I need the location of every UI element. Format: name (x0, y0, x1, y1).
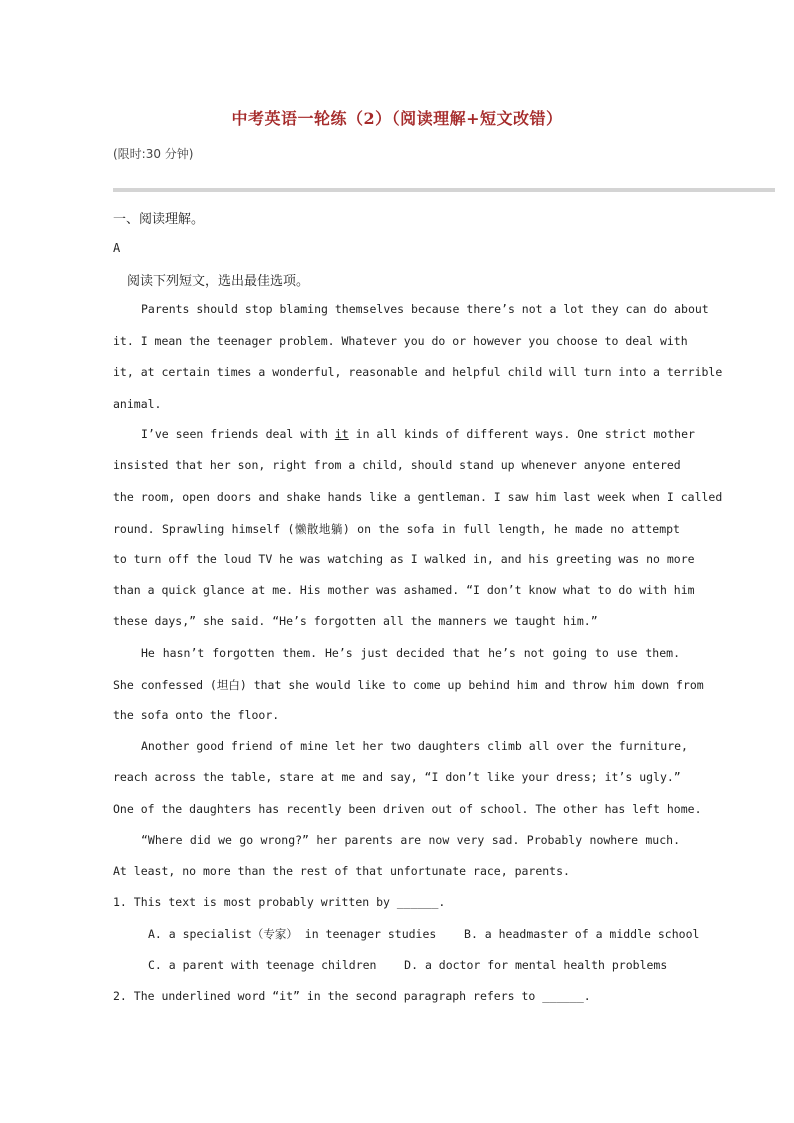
passage-line: reach across the table, stare at me and say, “I don’t like your dress; it’s ugly.” (113, 770, 681, 784)
passage-line: insisted that her son, right from a child, should stand up whenever anyone entered (113, 458, 681, 472)
passage-line: it. I mean the teenager problem. Whatever you do or however you choose to deal with (113, 334, 688, 348)
passage-line: One of the daughters has recently been driven out of school. The other has left home. (113, 802, 702, 816)
question-1-options-ab: A. a specialist（专家） in teenager studies B. a headmaster of a middle school (148, 927, 700, 941)
passage-line: these days,” she said. “He’s forgotten all the manners we taught him.” (113, 614, 598, 628)
passage-line: She confessed (坦白) that she would like to come up behind him and throw him down from (113, 678, 704, 692)
passage-line: than a quick glance at me. His mother was ashamed. “I don’t know what to do with him (113, 583, 695, 597)
underlined-word: it (334, 427, 349, 441)
passage-text: in all kinds of different ways. One strict mother (348, 427, 695, 441)
section-heading: 一、阅读理解。 (113, 212, 205, 227)
passage-line (141, 427, 695, 441)
passage-line: the sofa onto the floor. (113, 708, 280, 722)
passage-line: “Where did we go wrong?” her parents are now very sad. Probably nowhere much. (141, 833, 680, 847)
passage-label: A (113, 241, 121, 255)
question-1-options-cd: C. a parent with teenage children D. a doctor for mental health problems (148, 958, 668, 972)
time-limit: (限时:30 分钟) (113, 147, 194, 161)
passage-line: At least, no more than the rest of that unfortunate race, parents. (113, 864, 570, 878)
passage-line: to turn off the loud TV he was watching as I walked in, and his greeting was no more (113, 552, 695, 566)
passage-line: Parents should stop blaming themselves because there’s not a lot they can do about (141, 302, 709, 316)
question-1: 1. This text is most probably written by ______. (113, 895, 446, 909)
passage-line: He hasn’t forgotten them. He’s just decided that he’s not going to use them. (141, 646, 680, 660)
question-2: 2. The underlined word “it” in the second paragraph refers to ______. (113, 989, 591, 1003)
passage-line: the room, open doors and shake hands like a gentleman. I saw him last week when I called (113, 490, 723, 504)
passage-text: I’ve seen friends deal with (141, 427, 335, 441)
passage-line: it, at certain times a wonderful, reasonable and helpful child will turn into a terrible (113, 365, 723, 379)
passage-line: animal. (113, 397, 162, 411)
passage-line: Another good friend of mine let her two daughters climb all over the furniture, (141, 739, 688, 753)
divider (113, 188, 775, 192)
instruction: 阅读下列短文，选出最佳选项。 (127, 274, 310, 289)
page-title: 中考英语一轮练（2）（阅读理解+短文改错） (231, 109, 563, 128)
passage-line: round. Sprawling himself (懒散地躺) on the sofa in full length, he made no attempt (113, 522, 680, 536)
